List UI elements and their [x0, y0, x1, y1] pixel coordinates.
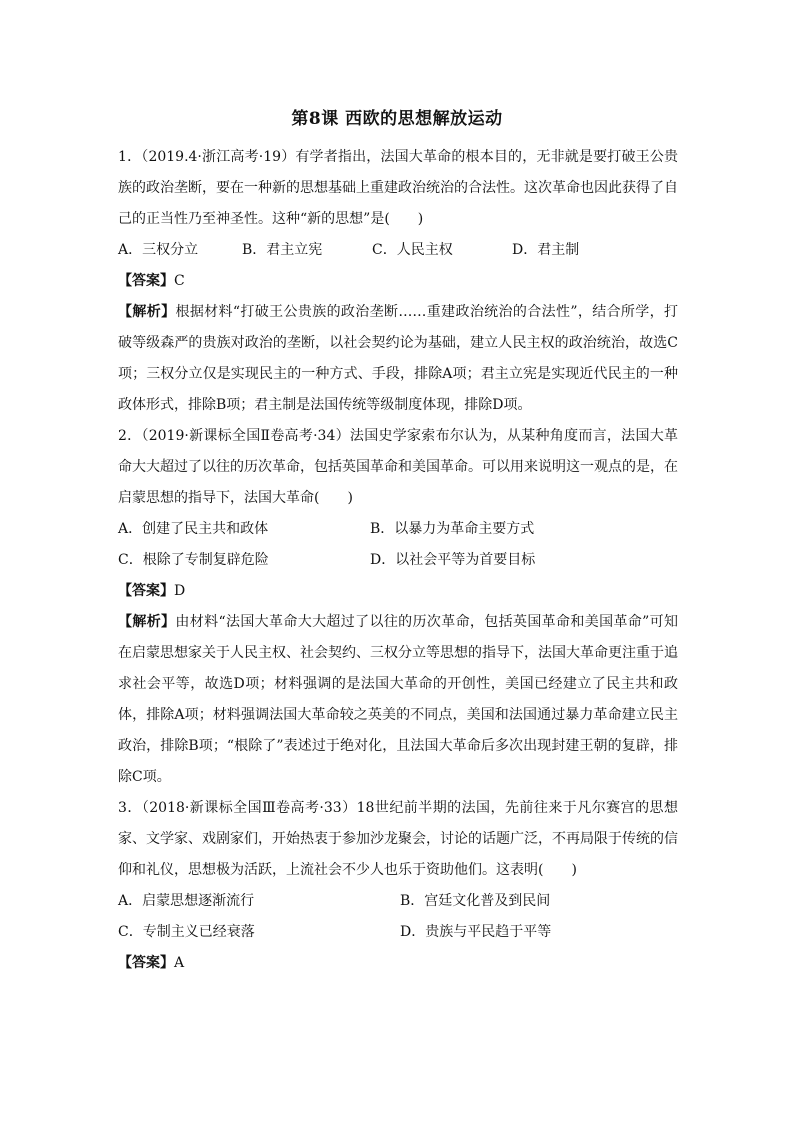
question-2-option-c: C．根除了专制复辟危险	[118, 552, 269, 568]
question-2-answer-value: D	[174, 583, 186, 599]
question-2-option-b: B．以暴力为革命主要方式	[370, 521, 535, 537]
question-2-options-row-2	[118, 545, 678, 576]
question-3-answer	[118, 948, 678, 979]
question-1-option-b: B．君主立宪	[242, 242, 323, 258]
question-1-answer	[118, 266, 678, 297]
question-1-stem: 1．（2019.4·浙江高考·19）有学者指出，法国大革命的根本目的，无非就是要打破王公贵族的政治垄断，要在一种新的思想基础上重建政治统治的合法性。这次革命也因此获得了自己的正当性乃至神圣性。这种“新的思想”是( )	[118, 149, 678, 227]
question-2-analysis-text: 由材料“法国大革命大大超过了以往的历次革命，包括英国革命和美国革命”可知在启蒙思想家关于人民主权、社会契约、三权分立等思想的指导下，法国大革命更注重于追求社会平等，故选D项；材料强调的是法国大革命的开创性，美国已经建立了民主共和政体，排除A项；材料强调法国大革命较之英美的不同点，美国和法国通过暴力革命建立民主政治，排除B项；“根除了”表述过于绝对化，且法国大革命后多次出现封建王朝的复辟，排除C项。	[118, 614, 679, 785]
question-2-stem: 2．（2019·新课标全国Ⅱ卷高考·34）法国史学家索布尔认为，从某种角度而言，法国大革命大大超过了以往的历次革命，包括英国革命和美国革命。可以用来说明这一观点的是，在启蒙思想的指导下，法国大革命( )	[118, 428, 678, 506]
question-3-option-c: C．专制主义已经衰落	[118, 924, 255, 940]
question-1-option-d: D．君主制	[512, 242, 580, 258]
question-1-analysis	[118, 297, 678, 421]
question-1-option-a: A．三权分立	[118, 242, 199, 258]
lesson-title: 第8课 西欧的思想解放运动	[291, 109, 503, 129]
question-2-options-row-1	[118, 514, 678, 545]
analysis-label: 【解析】	[118, 304, 176, 320]
question-3-stem: 3．（2018·新课标全国Ⅲ卷高考·33）18世纪前半期的法国，先前往来于凡尔赛宫的思想家、文学家、戏剧家们，开始热衷于参加沙龙聚会，讨论的话题广泛，不再局限于传统的信仰和礼仪，思想极为活跃，上流社会不少人也乐于资助他们。这表明( )	[118, 800, 678, 878]
question-3-options-row-1	[118, 886, 678, 917]
question-1-answer-value: C	[174, 273, 185, 289]
question-3-answer-value: A	[174, 955, 185, 971]
question-3-options-row-2	[118, 917, 678, 948]
answer-label: 【答案】	[118, 583, 174, 599]
question-3-option-d: D．贵族与平民趋于平等	[400, 924, 552, 940]
analysis-label: 【解析】	[118, 614, 176, 630]
question-3-option-b: B．宫廷文化普及到民间	[400, 893, 551, 909]
document-body	[118, 142, 678, 979]
question-2-option-a: A．创建了民主共和政体	[118, 521, 269, 537]
question-1-options	[118, 235, 678, 266]
question-1-analysis-text: 根据材料“打破王公贵族的政治垄断……重建政治统治的合法性”，结合所学，打破等级森严的贵族对政治的垄断，以社会契约论为基础，建立人民主权的政治统治，故选C项；三权分立仅是实现民主的一种方式、手段，排除A项；君主立宪是实现近代民主的一种政体形式，排除B项；君主制是法国传统等级制度体现，排除D项。	[118, 304, 679, 413]
question-1-option-c: C．人民主权	[372, 242, 453, 258]
question-2-answer	[118, 576, 678, 607]
answer-label: 【答案】	[118, 273, 174, 289]
question-2-option-d: D．以社会平等为首要目标	[370, 552, 536, 568]
question-2-analysis	[118, 607, 678, 793]
answer-label: 【答案】	[118, 955, 174, 971]
question-3-option-a: A．启蒙思想逐渐流行	[118, 893, 255, 909]
